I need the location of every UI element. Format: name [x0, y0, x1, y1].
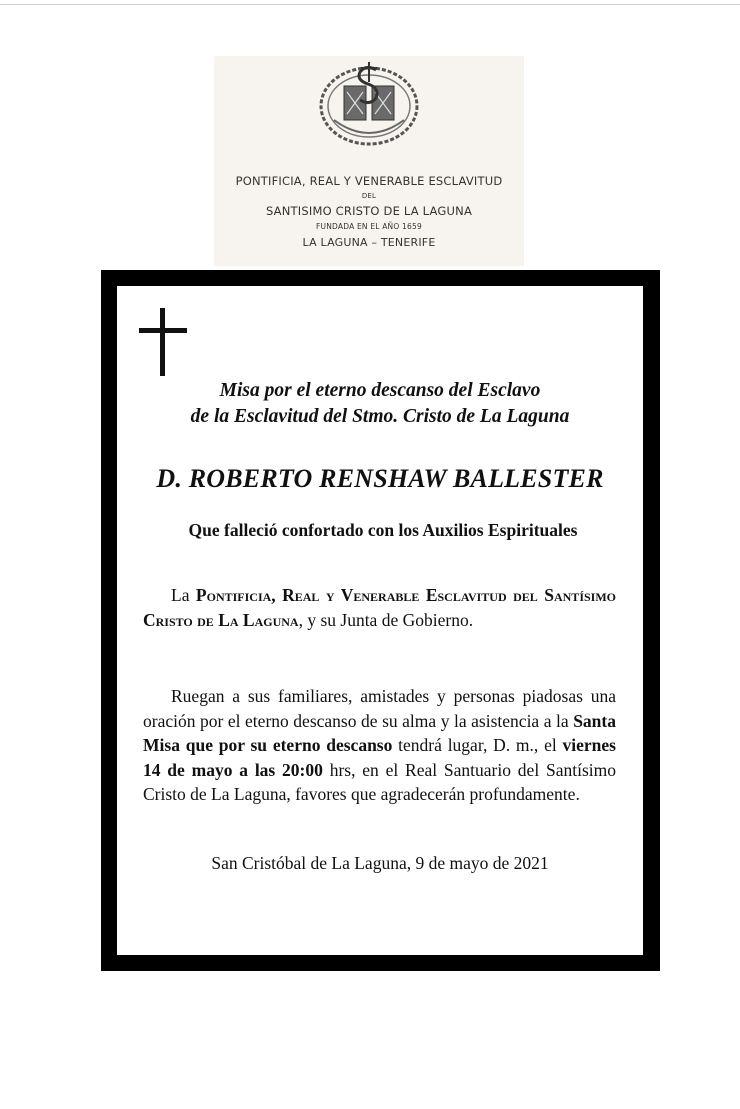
para2-part3: hrs, en el Real Santuario del Santísimo Cristo de La Laguna, favores que agradecerán profundamente.	[143, 759, 617, 804]
announcement-paragraph	[143, 583, 616, 632]
mass-title-line2: de la Esclavitud del Stmo. Cristo de La Laguna	[190, 406, 570, 427]
para1-intro: La	[171, 585, 196, 605]
para2-part1: Ruegan a sus familiares, amistades y personas piadosas una oración por el eterno descanso de su alma y la asistencia a la	[143, 686, 616, 731]
deceased-name: D. ROBERTO RENSHAW BALLESTER	[156, 464, 604, 493]
notice-subtitle: Que falleció confortado con los Auxilios Espirituales	[188, 520, 578, 540]
org-location-line: LA LAGUNA – TENERIFE	[302, 236, 436, 249]
brotherhood-header	[214, 56, 524, 266]
para1-rest: , y su Junta de Gobierno.	[298, 609, 474, 630]
org-dedication-line: SANTISIMO CRISTO DE LA LAGUNA	[265, 204, 473, 218]
mass-datetime: viernes 14 de mayo a las 20:00	[143, 735, 616, 780]
org-founded-line: FUNDADA EN EL AÑO 1659	[316, 222, 422, 231]
place-date-line: San Cristóbal de La Laguna, 9 de mayo de 2021	[211, 853, 549, 873]
mass-title-line1: Misa por el eterno descanso del Esclavo	[219, 380, 541, 401]
org-name-line: PONTIFICIA, REAL Y VENERABLE ESCLAVITUD	[235, 174, 503, 188]
org-connector-line: DEL	[361, 192, 377, 200]
request-paragraph	[143, 684, 616, 807]
brotherhood-emblem-icon	[314, 58, 424, 150]
cross-icon	[136, 308, 190, 378]
top-divider	[0, 4, 740, 5]
org-name-inline: Pontificia, Real y Venerable Esclavitud del Santísimo Cristo de La Laguna	[143, 585, 616, 630]
mass-highlight: Santa Misa que por su eterno descanso	[143, 710, 616, 755]
para2-part2: tendrá lugar, D. m., el	[392, 735, 563, 755]
